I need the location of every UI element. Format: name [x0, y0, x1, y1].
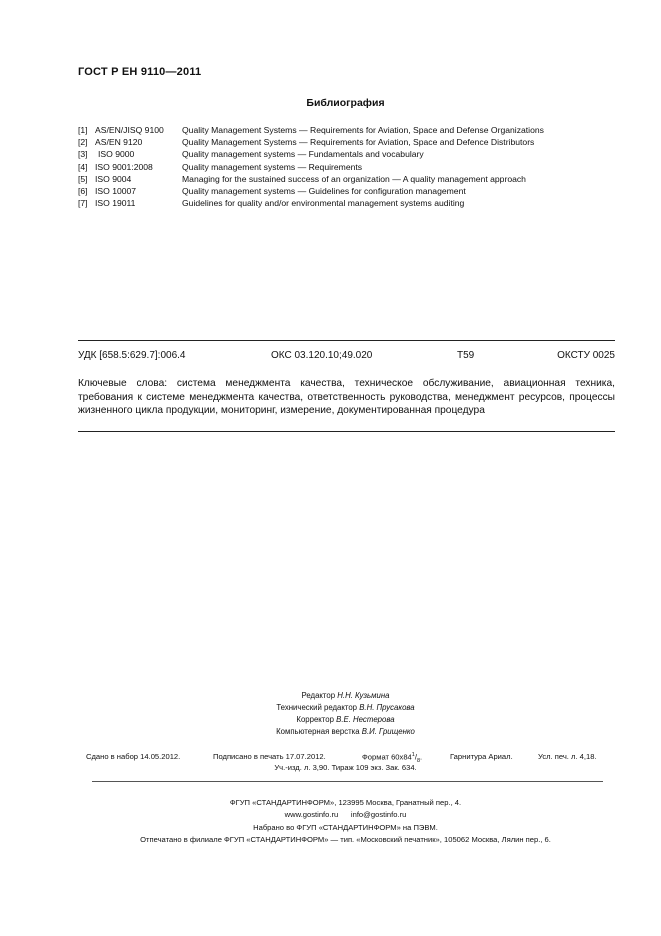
item-title: Quality Management Systems — Requirements for Aviation, Space and Defense Organizations	[182, 125, 544, 135]
credit-role: Редактор	[301, 691, 336, 700]
item-number: [2]	[78, 137, 88, 148]
format-prefix: Формат 60х84	[362, 752, 412, 762]
item-number: [4]	[78, 161, 88, 172]
credit-line	[30, 714, 661, 726]
credit-name: В.Н. Прусакова	[359, 703, 415, 712]
bibliography-item	[78, 197, 618, 209]
item-title: Managing for the sustained success of an organization — A quality management approach	[182, 173, 526, 184]
classification-row	[78, 350, 615, 364]
item-standard: ISO 9001:2008	[95, 161, 153, 172]
item-title: Quality management systems — Requirements	[182, 161, 363, 172]
bibliography-item	[78, 185, 618, 197]
footer-line: Отпечатано в филиале ФГУП «СТАНДАРТИНФОРМ» — тип. «Московский печатник», 105062 Москва, Лялин пер., 6.	[140, 835, 551, 845]
keywords-text: система менеджмента качества, техническое обслуживание, авиационная техника, требования к системе менеджмента качества, ответственность руководства, менеджмент ресурсов, процессы жизненного цикла продукции, мониторинг, измерение, документированная процедура	[78, 378, 615, 416]
credit-line	[30, 726, 661, 738]
typeface: Гарнитура Ариал.	[450, 752, 513, 761]
item-title: Quality Management Systems — Requirements for Aviation, Space and Defence Distributors	[182, 137, 535, 148]
submitted-date: Сдано в набор 14.05.2012.	[86, 752, 181, 761]
divider	[92, 781, 603, 782]
item-title: Quality management systems — Guidelines for configuration management	[182, 185, 466, 196]
credit-name: В.И. Грищенко	[361, 727, 415, 736]
bibliography-item	[78, 124, 618, 136]
item-standard: AS/EN 9120	[95, 137, 143, 148]
item-standard: ISO 19011	[95, 198, 136, 209]
item-number: [6]	[78, 185, 88, 196]
bibliography-item	[78, 148, 618, 160]
document-code: ГОСТ Р ЕН 9110—2011	[78, 66, 202, 78]
footer-line: Набрано во ФГУП «СТАНДАРТИНФОРМ» на ПЭВМ.	[253, 822, 438, 832]
credit-line	[30, 702, 661, 714]
bibliography-item	[78, 173, 618, 185]
editorial-credits	[0, 690, 661, 738]
bibliography-item	[78, 161, 618, 173]
divider	[78, 431, 615, 432]
paper-format: Формат $60х84^1/_8$.	[362, 752, 423, 765]
keywords-paragraph	[78, 377, 615, 418]
print-sheets: Усл. печ. л. 4,18.	[538, 752, 597, 761]
credit-line	[30, 690, 661, 702]
item-standard: ISO 10007	[95, 185, 137, 196]
item-number: [5]	[78, 173, 88, 184]
bibliography-list	[78, 124, 618, 209]
footer-line: ФГУП «СТАНДАРТИНФОРМ», 123995 Москва, Гранатный пер., 4.	[229, 798, 462, 807]
t-code: Т59	[457, 350, 475, 361]
item-standard: ISO 9004	[95, 173, 132, 184]
item-number: [1]	[78, 125, 88, 135]
bibliography-item	[78, 136, 618, 148]
credit-role: Компьютерная верстка	[276, 727, 360, 736]
credit-role: Технический редактор	[276, 703, 358, 712]
credit-name: Н.Н. Кузьмина	[337, 691, 390, 700]
item-standard: ISO 9000	[98, 149, 135, 160]
okstu-code: ОКСТУ 0025	[557, 350, 615, 361]
format-frac-num: 1	[411, 752, 415, 758]
item-standard: AS/EN/JISQ 9100	[95, 125, 164, 135]
item-number: [3]	[78, 149, 88, 160]
publisher-footer	[0, 797, 661, 847]
footer-line: www.gostinfo.ru info@gostinfo.ru	[284, 810, 407, 820]
bibliography-title: Библиография	[306, 97, 385, 109]
format-suffix: .	[420, 752, 423, 762]
signed-date: Подписано в печать 17.07.2012.	[213, 752, 326, 761]
item-title: Quality management systems — Fundamentals and vocabulary	[182, 149, 424, 160]
credit-name: В.Е. Нестерова	[336, 715, 395, 724]
divider	[78, 340, 615, 341]
format-frac-den: 8	[416, 758, 421, 765]
item-number: [7]	[78, 198, 88, 209]
item-title: Guidelines for quality and/or environmental management systems auditing	[182, 198, 465, 209]
oks-code: ОКС 03.120.10;49.020	[271, 350, 373, 361]
keywords-label: Ключевые слова:	[78, 378, 168, 389]
publication-info-line-2: Уч.-изд. л. 3,90. Тираж 109 экз. Зак. 634.	[274, 763, 417, 772]
udk-code: УДК [658.5:629.7]:006.4	[78, 350, 186, 361]
credit-role: Корректор	[296, 715, 334, 724]
